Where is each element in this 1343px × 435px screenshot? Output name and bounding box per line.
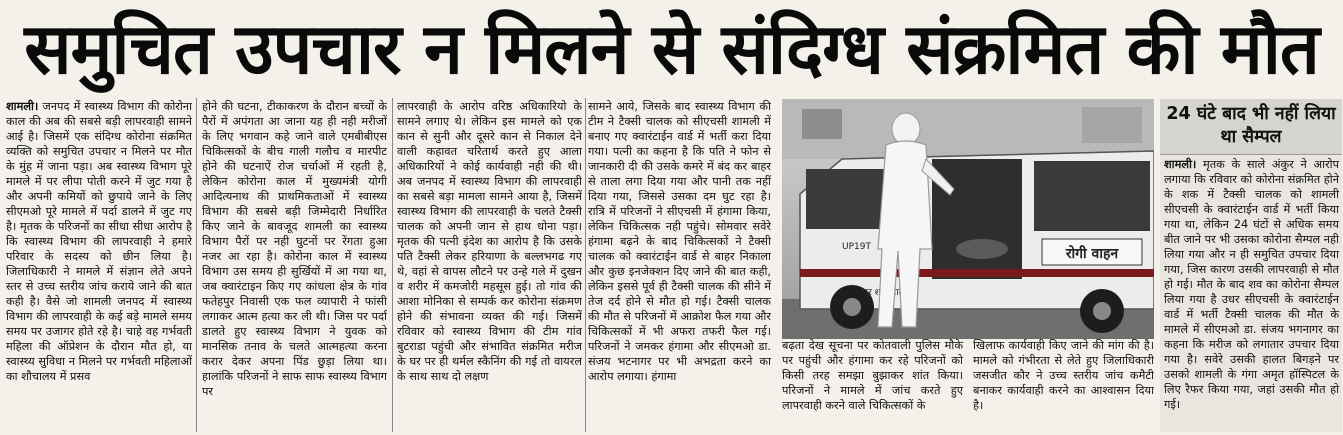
article-column-3 bbox=[397, 99, 582, 432]
caption-left: बढ़ता देख सूचना पर कोतवाली पुलिस मौके पर पहुंची और हंगामा कर रहे परिजनों को किसी तरह समझा बुझाकर शांत किया। परिजनों ने मामले में जांच करते हुए लापरवाही करने वाले चिकित्सकों के bbox=[782, 339, 963, 412]
caption-right: खिलाफ कार्यवाही किए जाने की मांग की है। मामले को गंभीरता से लेते हुए जिलाधिकारी जसजीत कौर ने उच्च स्तरीय जांच कमैटी बनाकर कार्यवाही करने का आश्वासन दिया है। bbox=[973, 339, 1154, 412]
headline-text: समुचित उपचार न मिलने से संदिग्ध संक्रमित की मौत bbox=[24, 8, 1319, 90]
column-divider bbox=[196, 98, 197, 432]
column-divider bbox=[585, 98, 586, 432]
sidebar-story bbox=[1160, 99, 1342, 432]
article-col1-text: जनपद में स्वास्थ्य विभाग की कोरोना काल की अब की सबसे बड़ी लापरवाही सामने आई है। जिसमें एक संदिग्ध कोरोना संक्रमित व्यक्ति को समुचित उपचार न मिलने पर मौत के मुंह में जाना पड़ा। अब स्वास्थ्य विभाग पूरे मामले में पर लीपा पोती करने में जुट गया है और अपनी कमियों को छुपाये जाने के लिए सीएमओ पूरे मामले में पर्दा डालने में जुट गए है। मृतक के परिजनों का सीधा सीधा आरोप है कि स्वास्थ्य विभाग की लापरवाही ने हमारे परिवार के सदस्य को छीन लिया है। जिलाधिकारी ने मामले में संज्ञान लेते अपने स्तर से उच्च स्तरीय जांच कराये जाने की बात कही है। वैसे जो शामली जनपद में स्वास्थ्य विभाग की लापरवाही के कई बड़े मामले समय समय पर उजागर होते रहे है। चाहे वह गर्भवती महिला की ऑप्रेशन के दौरान मौत हो, या स्वास्थ्य सुविधा न मिलने पर गर्भवती महिलाओं का शौचालय में प्रसव bbox=[6, 100, 192, 383]
article-col3-text: लापरवाही के आरोप वरिष्ठ अधिकारियो के सामने लगाए थे। लेकिन इस मामले को एक कान से सुनी और दूसरे कान से निकाल देने वाली कहावत चरितार्थ करते हुए आला अधिकारियों ने कोई कार्यवाही नही की थी। अब जनपद में स्वास्थ्य विभाग की लापरवाही का सबसे बड़ा मामला सामने आया है, जिसमें स्वास्थ्य विभाग की लापरवाही के चलते टैक्सी चालक को अपनी जान से हाथ धोना पड़ा। मृतक की पत्नी इंदेश का आरोप है कि उसके पति टैक्सी लेकर हरियाणा के बल्लभगढ गए थे, वहां से वापस लौटने पर उन्हे गले में दुखन व शरीर में कमजोरी महसूस हुई। तो गांव की आशा मोनिका से सम्पर्क कर कोरोना संक्रमण होने की संभावना व्यक्त की गई। जिसमें रविवार को स्वास्थ्य विभाग की टीम गांव बुटराडा पहुंची और संभावित संक्रमित मरीज के घर पर ही थर्मल स्कैनिंग की गई तो वायरल के साथ साथ दो लक्षण bbox=[397, 100, 582, 383]
article-column-2 bbox=[202, 99, 387, 432]
article-column-1 bbox=[6, 99, 192, 432]
sidebar-body bbox=[1160, 155, 1342, 412]
article-column-4 bbox=[588, 99, 771, 432]
headline bbox=[0, 0, 1343, 92]
sidebar-dateline: शामली। bbox=[1164, 158, 1197, 171]
sidebar-title: 24 घंटे बाद भी नहीं लिया था सैम्पल bbox=[1160, 99, 1342, 155]
column-divider bbox=[392, 98, 393, 432]
article-col4-text: सामने आये, जिसके बाद स्वास्थ्य विभाग की टीम ने टैक्सी चालक को सीएचसी शामली में बनाए गए क्वारंटाईन वार्ड में भर्ती करा दिया गया। पत्नी का कहना है कि पति ने फोन से जानकारी दी की उसके कमरे में बंद कर बाहर से ताला लगा दिया गया और पानी तक नहीं दिया गया, जिससे उसका दम घुट रहा है। रात्रि में परिजनों ने सीएचसी में हंगामा किया, लेकिन चिकित्सक नही पहुंचे। सोमवार सवेरे हंगामा बढ़ने के बाद चिकित्सकों ने टैक्सी चालक को क्वारंटाईन वार्ड से बाहर निकाला और कुछ इनजेक्शन दिए जाने की बात कही, लेकिन इससे पूर्व ही टैक्सी चालक की सीने में तेज दर्द होने से मौत हो गई। टैक्सी चालक की मौत से परिजनों में आक्रोश फैल गया और चिकित्सकों में भी अफरा तफरी फैल गई। परिजनों ने जमकर हंगामा और सीएमओ डा. संजय भटनागर पर भी अभद्रता करने का आरोप लगाया। हंगामा bbox=[588, 100, 771, 383]
sidebar-text: मृतक के साले अंकुर ने आरोप लगाया कि रविवार को कोरोना संक्रमित होने के शक में टैक्सी चालक को शामली सीएचसी के क्वारंटाईन वार्ड में भर्ती किया गया था, लेकिन 24 घंटों से अधिक समय बीत जाने पर भी उसका कोरोना सैम्पल नही लिया गया और न ही समुचित उपचार दिया गया, जिस कारण उसकी लापरवाही से मौत हो गई। मौत के बाद शव का कोरोना सैम्पल लिया गया है उधर सीएचसी के क्वारंटाईन वार्ड में भर्ती टैक्सी चालक की मौत के मामले में सीएमओ डा. संजय भगनागर का कहना कि मरीज को लगातार उपचार दिया गया है। सवेरे उसकी हालत बिगड़ने पर उसको शामली के गंगा अमृत हॉस्पिटल के लिए रैफर किया गया, जहां उसकी मौत हो गई। bbox=[1164, 158, 1339, 411]
photo-caption-area bbox=[782, 338, 1154, 432]
article-dateline: शामली। bbox=[6, 100, 39, 113]
vehicle-registration: UP19T bbox=[842, 242, 871, 252]
ambulance-sign: रोगी वाहन bbox=[1065, 246, 1119, 262]
article-col2-text: होने की घटना, टीकाकरण के दौरान बच्चों के पैरों में अपंगता आ जाना यह ही नही मरीजों के लिए भगवान कहे जाने वाले एमबीबीएस चिकित्सकों के बीच गाली गलौच व मारपीट होने की घटनाऐं रोज चर्चाओं में रहती है, लेकिन कोरोना काल में मुख्यमंत्री योगी आदित्यनाथ की प्राथमिकताओं में स्वास्थ्य विभाग की सबसे बड़ी जिम्मेदारी निर्धारित किए जाने के बावजूद शामली का स्वास्थ्य विभाग पैरों पर नही घुटनों पर रेंगता हुआ नजर आ रहा है। कोरोना काल में स्वास्थ्य विभाग उस समय ही सुर्खियों में आ गया था, जब क्वारंटाइन किए गए कांधला क्षेत्र के गांव फतेहपुर निवासी एक फल व्यापारी ने फांसी लगाकर आत्म हत्या कर ली थी। जिस पर पर्दा डालते हुए स्वास्थ्य विभाग ने युवक को मानसिक तनाव के चलते आत्महत्या करना करार देकर अपना पिंड छुड़ा लिया था। हालांकि परिजनों ने साफ साफ स्वास्थ्य विभाग पर bbox=[202, 100, 387, 398]
